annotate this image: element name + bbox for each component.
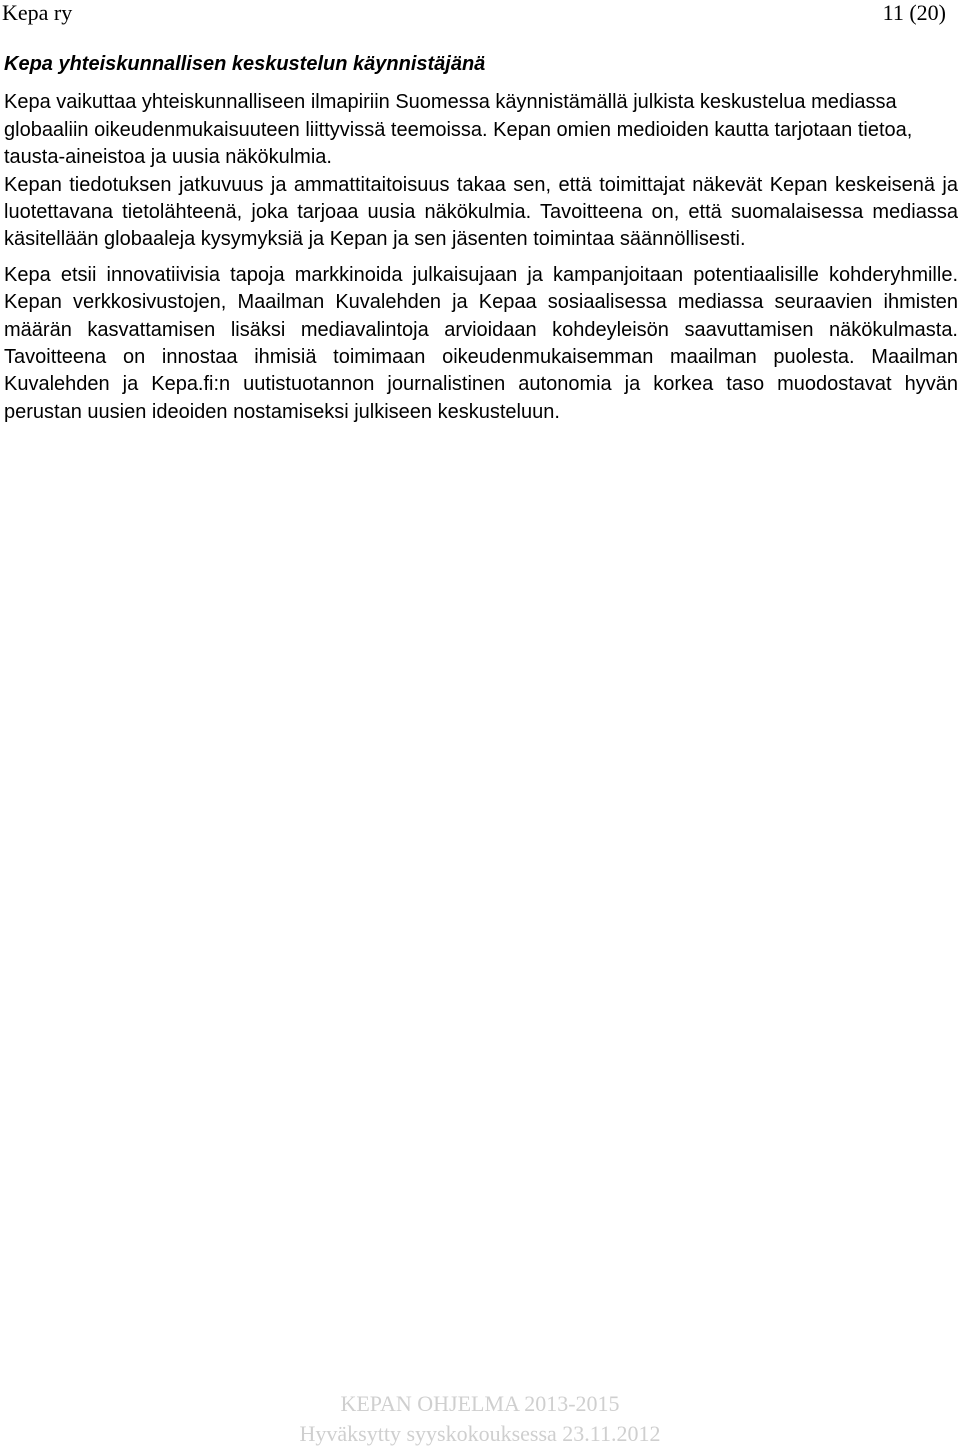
section-heading: Kepa yhteiskunnallisen keskustelun käynnistäjänä (4, 53, 486, 75)
footer-program-title: KEPAN OHJELMA 2013-2015 (340, 1391, 620, 1416)
paragraph-2: Kepan tiedotuksen jatkuvuus ja ammattitaitoisuus takaa sen, että toimittajat näkevät Kepan keskeisenä ja luotettavana tietolähteenä, joka tarjoaa uusia näkökulmia. Tavoitteena on, että suomalaisessa mediassa käsitellään globaaleja kysymyksiä ja Kepan ja sen jäsenten toimintaa säännöllisesti. (4, 173, 958, 251)
header-organization: Kepa ry (2, 0, 73, 25)
paragraph-1: Kepa vaikuttaa yhteiskunnalliseen ilmapiriin Suomessa käynnistämällä julkista keskustelua mediassa globaaliin oikeudenmukaisuuteen liittyvissä teemoissa. Kepan omien medioiden kautta tarjotaan tietoa, tausta-aineistoa ja uusia näkökulmia. (4, 91, 913, 169)
document-body (4, 51, 958, 426)
page-header (0, 0, 960, 26)
paragraph-3: Kepa etsii innovatiivisia tapoja markkinoida julkaisujaan ja kampanjoitaan potentiaalisille kohderyhmille. Kepan verkkosivustojen, Maailman Kuvalehden ja Kepaa sosiaalisessa mediassa seuraavien ihmisten määrän kasvattamisen lisäksi mediavalintoja arvioidaan kohdeyleisön saavuttamisen näkökulmasta. Tavoitteena on innostaa ihmisiä toimimaan oikeudenmukaisemman maailman puolesta. Maailman Kuvalehden ja Kepa.fi:n uutistuotannon journalistinen autonomia ja korkea taso muodostavat hyvän perustan uusien ideoiden nostamiseksi julkiseen keskusteluun. (4, 263, 958, 423)
footer-approval-note: Hyväksytty syyskokouksessa 23.11.2012 (299, 1421, 661, 1446)
page-number: 11 (20) (882, 0, 946, 25)
